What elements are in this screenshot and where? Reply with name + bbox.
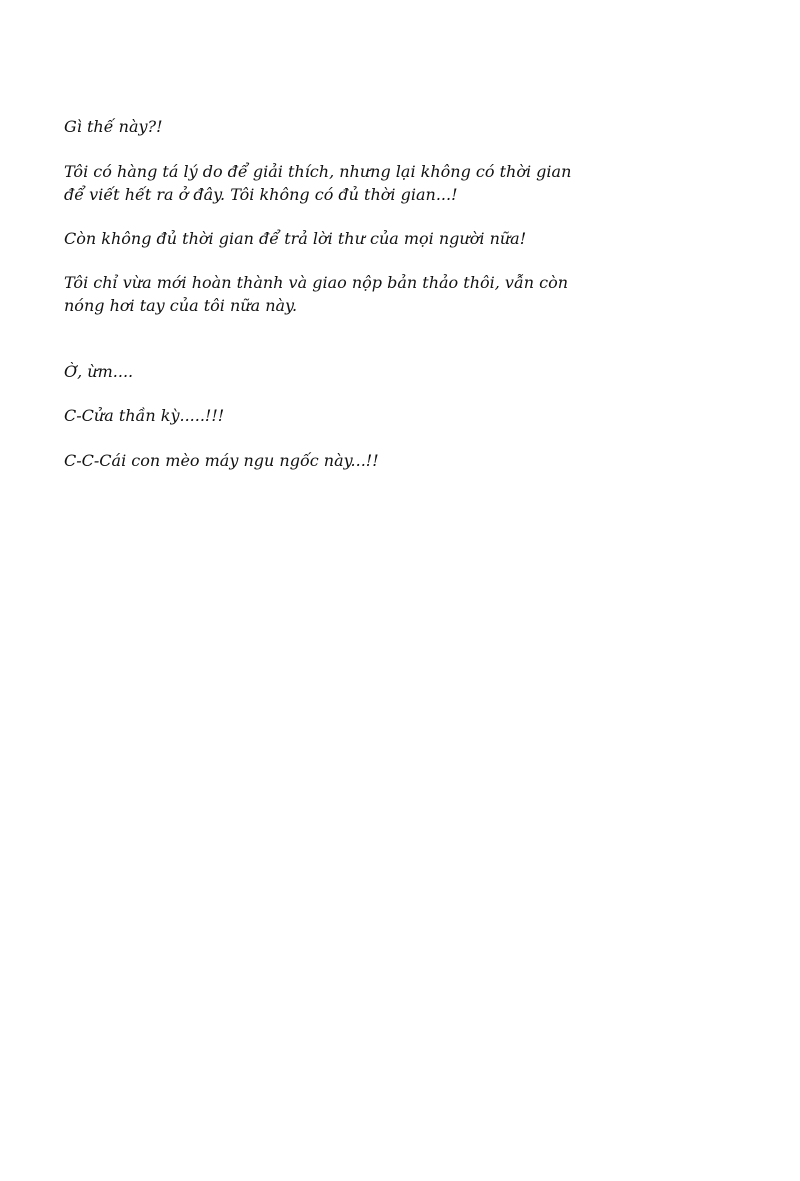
note-line-warm-hands: nóng hơi tay của tôi nữa này. [64, 296, 298, 315]
note-line-letters: Còn không đủ thời gian để trả lời thư của mọi người nữa! [64, 229, 527, 248]
note-line-robot-cat: C-C-Cái con mèo máy ngu ngốc này...!! [64, 451, 379, 470]
note-line-manuscript: Tôi chỉ vừa mới hoàn thành và giao nộp bản thảo thôi, vẫn còn [64, 273, 569, 292]
note-line-no-time: để viết hết ra ở đây. Tôi không có đủ thời gian...! [64, 185, 458, 204]
note-line-magic-door: C-Cửa thần kỳ.....!!! [64, 406, 225, 425]
note-line-reasons: Tôi có hàng tá lý do để giải thích, nhưng lại không có thời gian [64, 162, 572, 181]
note-line-um: Ờ, ừm.... [64, 362, 134, 381]
note-line-exclamation: Gì thế này?! [64, 117, 163, 136]
